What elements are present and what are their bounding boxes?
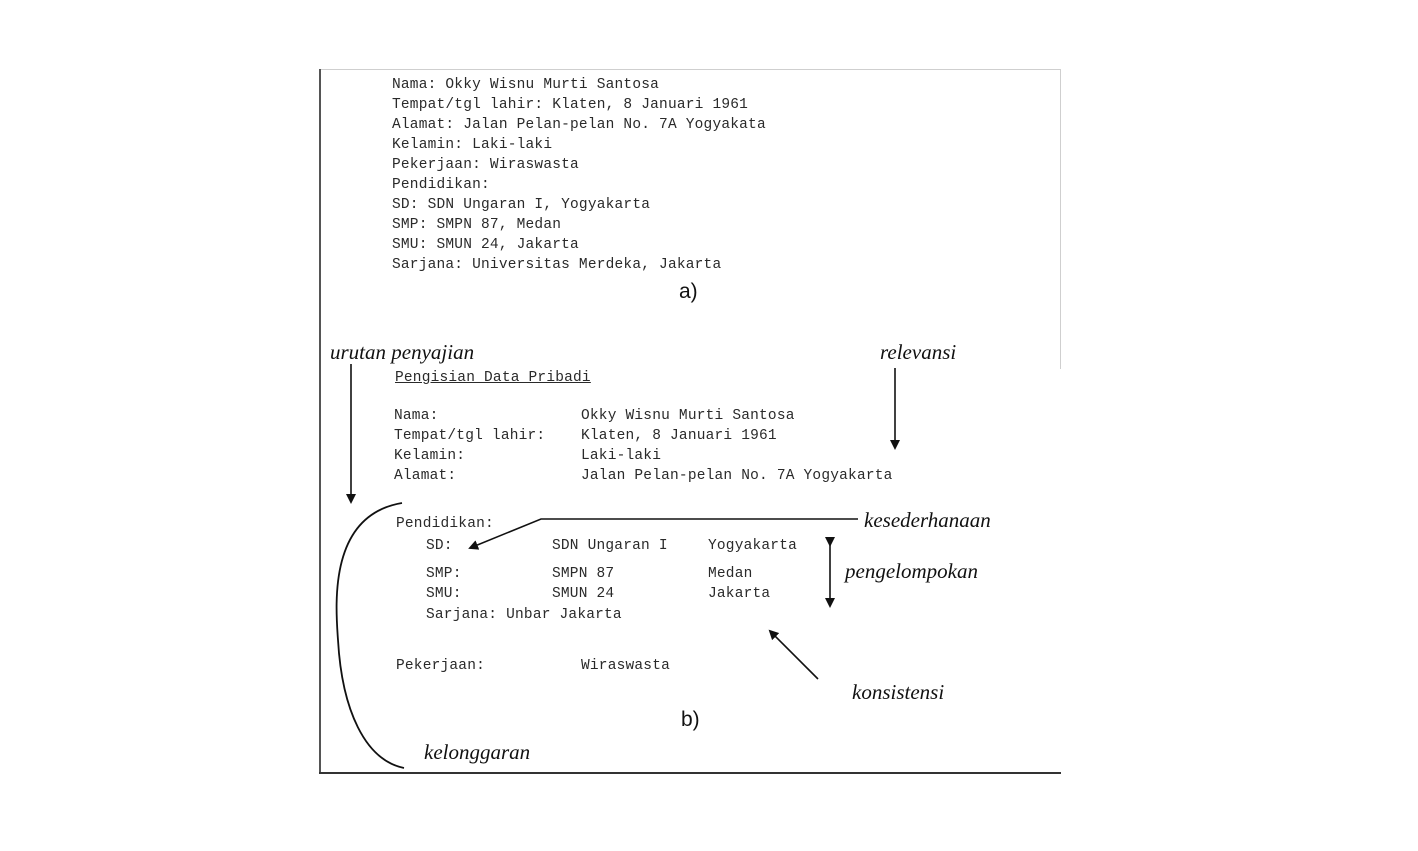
form-a-line: Kelamin: Laki-laki <box>392 137 553 153</box>
education-school: SMUN 24 <box>552 586 615 602</box>
form-a-line: SMP: SMPN 87, Medan <box>392 217 562 233</box>
personal-value: Klaten, 8 Januari 1961 <box>581 428 777 444</box>
education-city: Jakarta <box>708 586 771 602</box>
annotation-relevansi: relevansi <box>880 340 957 364</box>
annotation-konsistensi: konsistensi <box>852 680 945 704</box>
education-school: SDN Ungaran I <box>552 538 668 554</box>
caption-a: a) <box>679 280 698 303</box>
form-a-line: Sarjana: Universitas Merdeka, Jakarta <box>392 257 722 273</box>
konsistensi-arrow <box>770 631 818 679</box>
form-a-line: Alamat: Jalan Pelan-pelan No. 7A Yogyakata <box>392 117 766 133</box>
personal-label: Tempat/tgl lahir: <box>394 428 546 444</box>
education-level: SD: <box>426 538 453 554</box>
education-city: Medan <box>708 566 753 582</box>
education-sarjana: Sarjana: Unbar Jakarta <box>426 607 622 623</box>
annotation-kesederhanaan: kesederhanaan <box>864 508 991 532</box>
personal-value: Okky Wisnu Murti Santosa <box>581 408 795 424</box>
kesederhanaan-arrow <box>470 519 858 548</box>
annotation-urutan-penyajian: urutan penyajian <box>330 340 475 364</box>
annotation-kelonggaran: kelonggaran <box>424 740 531 764</box>
education-level: SMU: <box>426 586 462 602</box>
annotation-pengelompokan: pengelompokan <box>845 559 978 583</box>
personal-label: Alamat: <box>394 468 457 484</box>
form-a-line: Nama: Okky Wisnu Murti Santosa <box>392 77 660 93</box>
personal-value: Jalan Pelan-pelan No. 7A Yogyakarta <box>581 468 893 484</box>
form-a-line: Pendidikan: <box>392 177 490 193</box>
form-a-line: Tempat/tgl lahir: Klaten, 8 Januari 1961 <box>392 97 749 113</box>
form-a-line: Pekerjaan: Wiraswasta <box>392 157 579 173</box>
education-label: Pendidikan: <box>396 516 494 532</box>
form-b-title: Pengisian Data Pribadi <box>395 370 591 386</box>
personal-label: Nama: <box>394 408 439 424</box>
job-value: Wiraswasta <box>581 658 671 674</box>
education-level: SMP: <box>426 566 462 582</box>
kelonggaran-bracket <box>337 503 404 768</box>
education-school: SMPN 87 <box>552 566 615 582</box>
personal-label: Kelamin: <box>394 448 466 464</box>
job-label: Pekerjaan: <box>396 658 486 674</box>
education-city: Yogyakarta <box>708 538 798 554</box>
form-a-line: SD: SDN Ungaran I, Yogyakarta <box>392 197 651 213</box>
form-a-line: SMU: SMUN 24, Jakarta <box>392 237 579 253</box>
personal-value: Laki-laki <box>581 448 662 464</box>
caption-b: b) <box>681 708 700 731</box>
